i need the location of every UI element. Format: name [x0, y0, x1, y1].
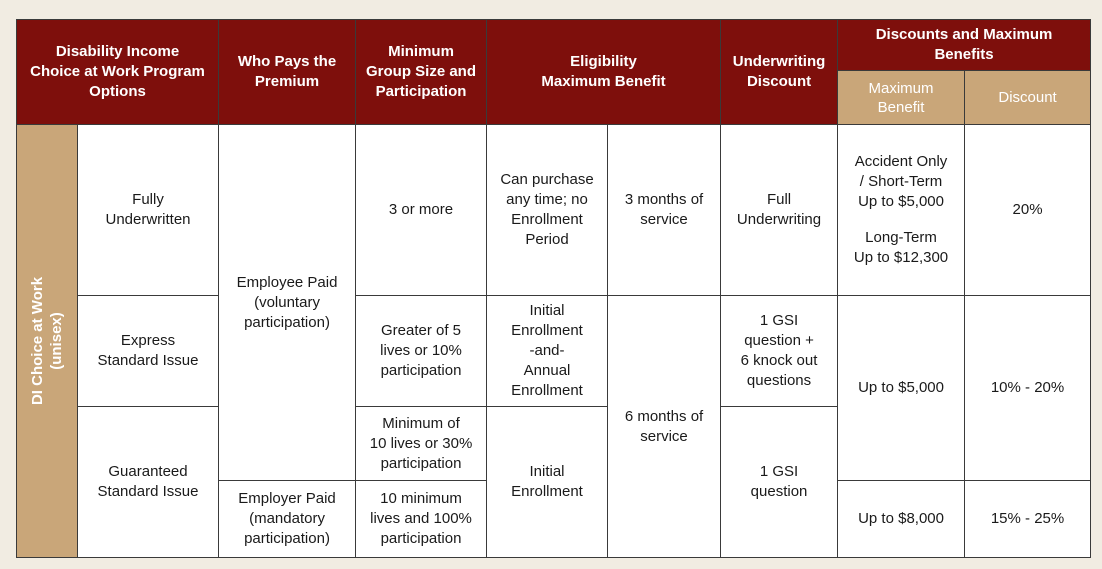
min-group-express-line-2: lives or 10%: [380, 342, 462, 359]
underwriting-express: [721, 296, 838, 407]
enrollment-fully-line-4: Period: [525, 231, 569, 248]
max-benefit-fully-a-line-2: / Short-Term: [859, 173, 943, 190]
underwriting-guaranteed-line-2: question: [750, 483, 808, 500]
service-fully-line-2: service: [640, 211, 688, 228]
employer-paid-line-2: (mandatory: [249, 510, 325, 527]
option-express-line-2: Standard Issue: [97, 352, 199, 369]
max-benefit-fully: [838, 125, 965, 296]
underwriting-fully-line-1: Full: [766, 191, 792, 208]
side-label-line-2: (unisex): [48, 312, 65, 370]
header-discounts-max-line-1: Discounts and Maximum: [875, 26, 1053, 43]
header-discounts-max: [838, 20, 1091, 71]
discount-express: 10% - 20%: [965, 296, 1091, 481]
header-program-options-line-1: Disability Income: [55, 43, 180, 60]
option-guaranteed: [78, 407, 219, 558]
min-group-fully: 3 or more: [356, 125, 487, 296]
header-who-pays-line-2: Premium: [254, 73, 320, 90]
enrollment-guaranteed-line-2: Enrollment: [511, 483, 583, 500]
option-fully-underwritten: [78, 125, 219, 296]
header-program-options-line-3: Options: [89, 83, 146, 100]
enrollment-express-line-2: Enrollment: [511, 322, 583, 339]
six-months-line-1: 6 months of: [624, 407, 704, 425]
min-group-guaranteed-a-line-3: participation: [380, 454, 462, 472]
header-min-group-line-3: Participation: [375, 83, 467, 100]
underwriting-express-line-3: 6 knock out: [740, 352, 818, 369]
header-row-1: [17, 20, 1091, 71]
employee-paid-line-1: Employee Paid: [236, 273, 338, 291]
max-benefit-fully-a-line-1: Accident Only: [854, 153, 948, 170]
max-benefit-guaranteed: Up to $8,000: [838, 481, 965, 558]
header-max-benefit-line-2: Benefit: [877, 98, 925, 116]
header-eligibility: [487, 20, 721, 125]
discount-fully: 20%: [965, 125, 1091, 296]
enrollment-fully-line-1: Can purchase: [500, 171, 594, 188]
header-min-group: [356, 20, 487, 125]
min-group-express: [356, 296, 487, 407]
min-group-guaranteed-a-line-2: 10 lives or 30%: [369, 434, 473, 452]
min-group-guaranteed-b-line-3: participation: [380, 530, 462, 547]
employee-paid-line-2: (voluntary: [254, 293, 320, 311]
enrollment-fully-line-3: Enrollment: [511, 211, 583, 228]
header-underwriting-line-2: Discount: [746, 73, 812, 90]
employer-paid-line-1: Employer Paid: [238, 490, 336, 507]
max-benefit-fully-b-line-1: Long-Term: [865, 229, 937, 246]
who-pays-employer-paid: [219, 481, 356, 558]
min-group-guaranteed-b-line-1: 10 minimum: [380, 490, 462, 507]
program-options-table-wrapper: [16, 19, 1090, 557]
underwriting-express-line-4: questions: [746, 372, 812, 389]
underwriting-fully: [721, 125, 838, 296]
program-options-table: [16, 19, 1091, 558]
max-benefit-fully-b-line-2: Up to $12,300: [853, 249, 949, 266]
max-benefit-express: Up to $5,000: [838, 296, 965, 481]
option-fully-line-2: Underwritten: [105, 211, 191, 228]
header-discount: Discount: [965, 71, 1091, 125]
option-express-line-1: Express: [120, 332, 176, 349]
min-group-guaranteed-a-line-1: Minimum of: [382, 414, 460, 432]
option-express: [78, 296, 219, 407]
service-fully-line-1: 3 months of: [624, 191, 704, 208]
enrollment-fully: [487, 125, 608, 296]
enrollment-express: [487, 296, 608, 407]
min-group-express-line-1: Greater of 5: [380, 322, 462, 339]
min-group-guaranteed-b-line-2: lives and 100%: [370, 510, 472, 527]
header-max-benefit: [838, 71, 965, 125]
header-program-options: [17, 20, 219, 125]
header-underwriting-line-1: Underwriting: [732, 53, 826, 70]
underwriting-fully-line-2: Underwriting: [736, 211, 822, 228]
six-months-line-2: service: [640, 427, 688, 445]
header-program-options-line-2: Choice at Work Program: [30, 63, 205, 80]
header-min-group-line-1: Minimum: [388, 43, 454, 60]
min-group-guaranteed-b: [356, 481, 487, 558]
enrollment-fully-line-2: any time; no: [506, 191, 588, 208]
header-discounts-max-line-2: Benefits: [934, 46, 994, 63]
enrollment-guaranteed: [487, 407, 608, 558]
header-max-benefit-line-1: Maximum: [868, 79, 934, 97]
min-group-express-line-3: participation: [380, 362, 462, 379]
enrollment-express-line-3: -and-: [529, 342, 565, 359]
option-fully-line-1: Fully: [132, 191, 164, 208]
underwriting-guaranteed-line-1: 1 GSI: [759, 463, 799, 480]
underwriting-express-line-2: question +: [744, 332, 814, 349]
header-who-pays: [219, 20, 356, 125]
side-label: [17, 125, 78, 558]
service-fully: [608, 125, 721, 296]
top-cropped-text: [0, 0, 1102, 8]
option-guaranteed-line-2: Standard Issue: [97, 483, 199, 500]
service-six-months: [608, 296, 721, 558]
header-underwriting: [721, 20, 838, 125]
enrollment-guaranteed-line-1: Initial: [529, 463, 565, 480]
employer-paid-line-3: participation): [244, 530, 330, 547]
underwriting-guaranteed: [721, 407, 838, 558]
header-eligibility-line-2: Maximum Benefit: [541, 73, 666, 90]
enrollment-express-line-4: Annual: [523, 362, 571, 379]
enrollment-express-line-1: Initial: [529, 302, 565, 319]
who-pays-employee-paid: [219, 125, 356, 481]
header-eligibility-line-1: Eligibility: [570, 53, 637, 70]
row-express-standard-issue: [17, 296, 1091, 407]
option-guaranteed-line-1: Guaranteed: [108, 463, 188, 480]
row-fully-underwritten: [17, 125, 1091, 296]
header-min-group-line-2: Group Size and: [366, 63, 477, 80]
header-who-pays-line-1: Who Pays the: [237, 53, 337, 70]
underwriting-express-line-1: 1 GSI: [759, 312, 799, 329]
enrollment-express-line-5: Enrollment: [511, 382, 583, 399]
employee-paid-line-3: participation): [244, 313, 330, 331]
discount-guaranteed: 15% - 25%: [965, 481, 1091, 558]
side-label-line-1: DI Choice at Work: [29, 276, 46, 406]
max-benefit-fully-a-line-3: Up to $5,000: [858, 193, 944, 210]
min-group-guaranteed-a: [356, 407, 487, 481]
